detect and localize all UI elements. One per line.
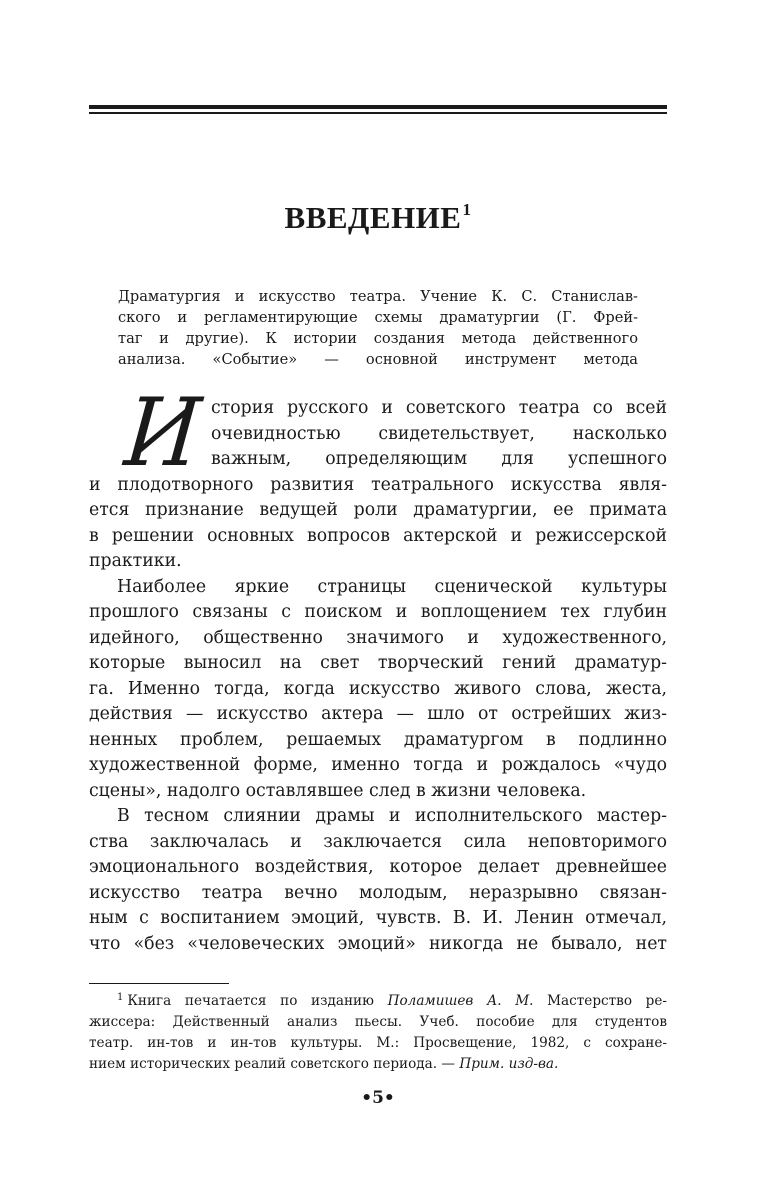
footnote-text: нием исторических реалий советского периода. — (89, 1056, 456, 1072)
text-line: сцены», надолго оставлявшее след в жизни человека. (89, 780, 587, 801)
footnote-line (89, 987, 667, 1012)
footnote-line (89, 1054, 667, 1075)
text-line: которые выносил на свет творческий гений драматур- (89, 653, 667, 673)
text-line: идейного, общественно значимого и художественного, (89, 627, 667, 648)
text-line: очевидностью свидетельствует, насколько (211, 423, 667, 444)
text-line: искусство театра вечно молодым, неразрывно связан- (89, 882, 667, 903)
text-line: и плодотворного развития театрального искусства явля- (89, 474, 667, 495)
footnote-text: Книга печатается по изданию (127, 993, 374, 1009)
chapter-title (89, 200, 667, 236)
text-line: ным с воспитанием эмоций, чувств. В. И. Ленин отмечал, (89, 908, 667, 928)
text-line: ется признание ведущей роли драматургии, ее примата (89, 500, 667, 520)
summary-line: таг и другие). К истории создания метода действенного (118, 330, 638, 347)
footnote-line: театр. ин-тов и ин-тов культуры. М.: Просвещение, 1982, с сохране- (89, 1035, 667, 1051)
text-line: В тесном слиянии драмы и исполнительского мастер- (117, 806, 667, 826)
footnote-marker: 1 (117, 992, 124, 1003)
paragraph-2 (89, 575, 667, 805)
paragraph-3 (89, 804, 667, 957)
summary-line: анализа. «Событие» — основной инструмент метода (118, 351, 638, 368)
header-rule-thin (89, 112, 667, 114)
text-line: практики. (89, 551, 182, 571)
text-line: что «без «человеческих эмоций» никогда не бывало, нет (89, 933, 667, 954)
text-line: Наиболее яркие страницы сценической культуры (117, 576, 667, 597)
body-text (89, 396, 667, 957)
title-footnote-ref[interactable]: 1 (462, 200, 472, 219)
text-line: ненных проблем, решаемых драматургом в подлинно (89, 729, 667, 750)
page-number: •5• (361, 1088, 395, 1108)
text-line: ства заключалась и заключается сила неповторимого (89, 831, 667, 852)
paragraph-1 (89, 396, 667, 575)
text-line: художественной форме, именно тогда и рождалось «чудо (89, 755, 667, 775)
footnote-text: Мастерство ре- (547, 993, 668, 1009)
footnote (89, 987, 667, 1075)
text-line: прошлого связаны с поиском и воплощением тех глубин (89, 602, 667, 622)
footnote-line: жиссера: Действенный анализ пьесы. Учеб. пособие для студентов (89, 1014, 667, 1030)
drop-cap: И (120, 379, 205, 488)
footnote-author: Поламишев А. М. (387, 993, 534, 1009)
text-line: га. Именно тогда, когда искусство живого слова, жеста, (89, 678, 667, 699)
text-line: действия — искусство актера — шло от острейших жиз- (89, 704, 667, 724)
header-rule-thick (89, 105, 667, 109)
summary-line: Драматургия и искусство театра. Учение К. С. Станислав- (118, 288, 638, 305)
text-line: в решении основных вопросов актерской и режиссерской (89, 525, 667, 546)
chapter-summary (118, 286, 638, 370)
footnote-rule (89, 983, 229, 984)
text-line: стория русского и советского театра со всей (211, 398, 667, 418)
text-line: эмоционального воздействия, которое делает древнейшее (89, 857, 667, 877)
footnote-publisher-note: Прим. изд-ва. (459, 1056, 559, 1072)
summary-line: ского и регламентирующие схемы драматургии (Г. Фрей- (118, 309, 638, 326)
text-line: важным, определяющим для успешного (211, 449, 667, 469)
chapter-title-text: ВВЕДЕНИЕ (284, 200, 462, 235)
